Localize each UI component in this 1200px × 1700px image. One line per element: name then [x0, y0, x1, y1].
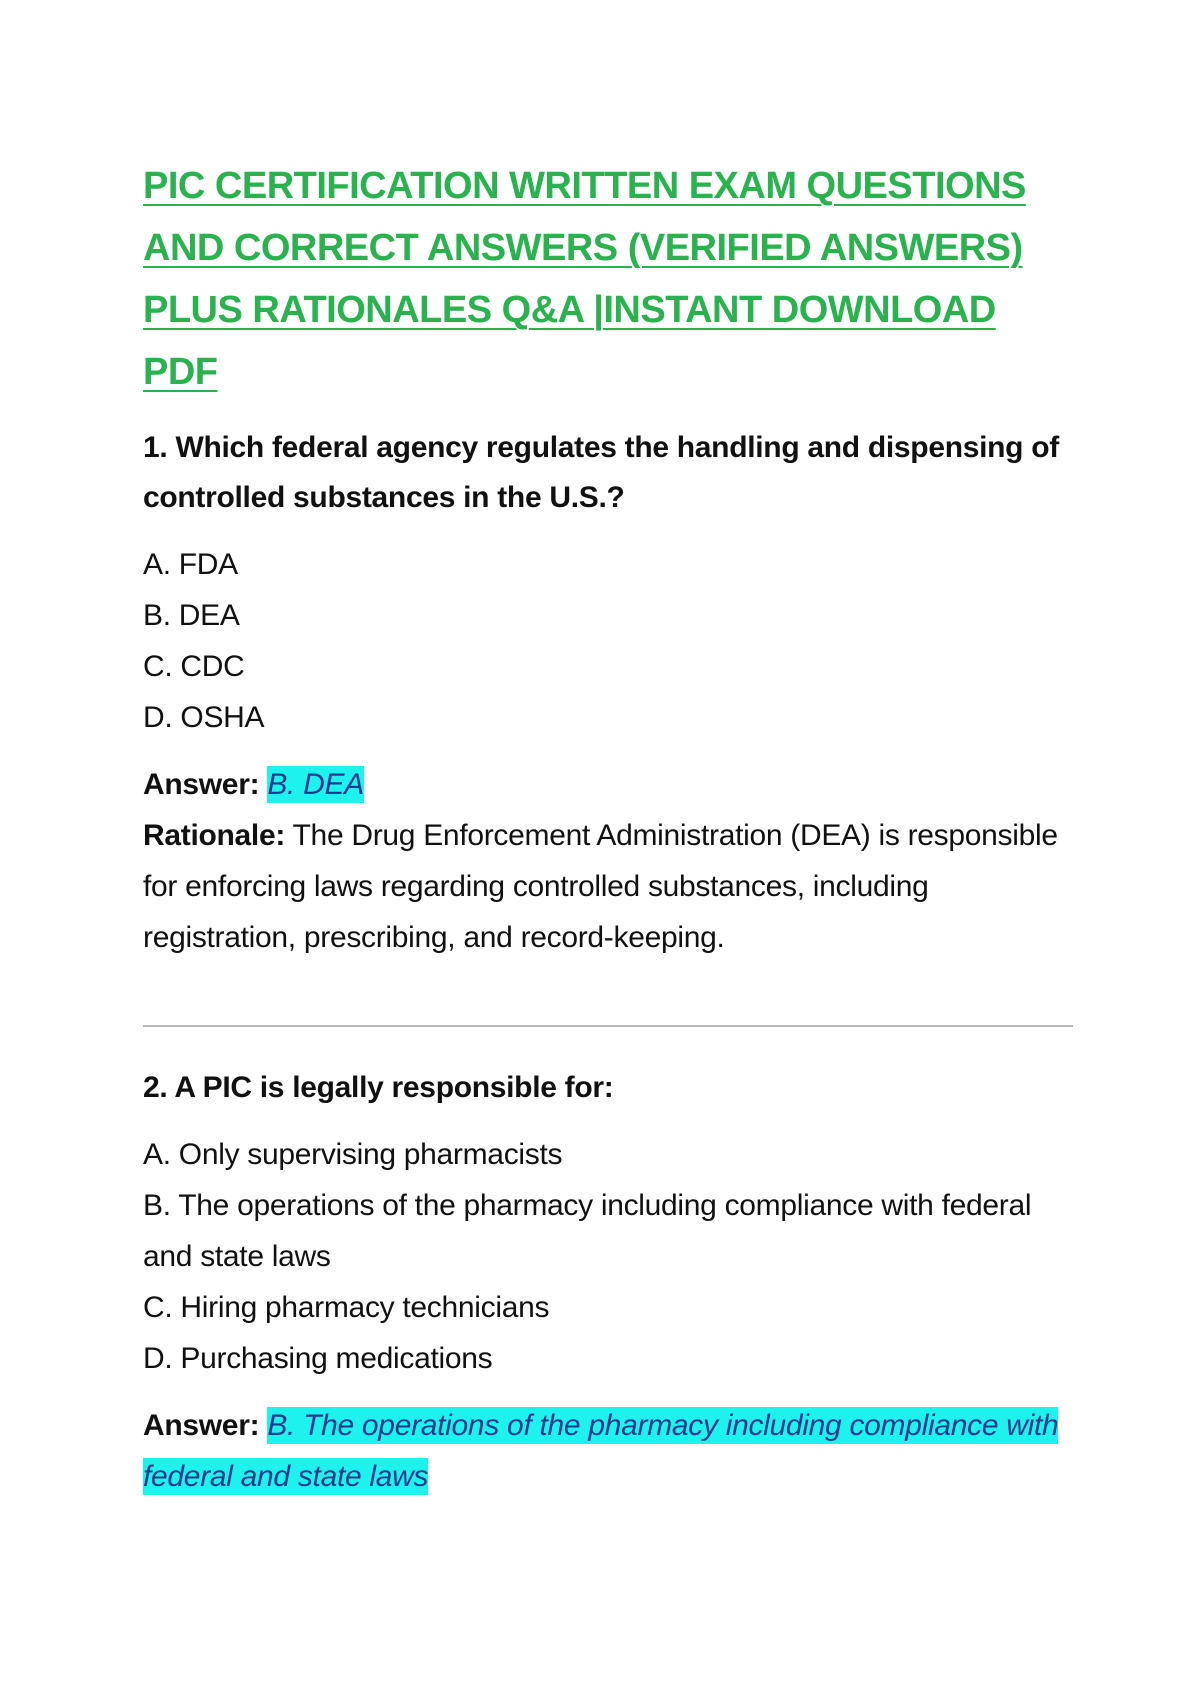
document-page	[143, 155, 1073, 1502]
section-divider	[143, 1025, 1073, 1027]
option-d: D. OSHA	[143, 701, 265, 734]
title-line: PIC CERTIFICATION WRITTEN EXAM QUESTIONS	[143, 165, 1026, 207]
option-a: A. FDA	[143, 548, 238, 581]
question-2-answer	[143, 1400, 1073, 1502]
option-b: B. DEA	[143, 599, 240, 632]
question-1-options	[143, 539, 1073, 743]
answer-label: Answer:	[143, 1409, 260, 1442]
title-line: AND CORRECT ANSWERS (VERIFIED ANSWERS)	[143, 227, 1023, 269]
title-line: PLUS RATIONALES Q&A |INSTANT DOWNLOAD	[143, 289, 996, 331]
question-block-1	[143, 423, 1073, 963]
answer-highlight: B. The operations of the pharmacy including compliance with federal and state laws	[143, 1409, 1059, 1493]
question-2-text: 2. A PIC is legally responsible for:	[143, 1071, 614, 1104]
question-1-text: 1. Which federal agency regulates the handling and dispensing of controlled substances in the U.S.?	[143, 431, 1059, 514]
question-1-answer	[143, 759, 1073, 810]
option-d: D. Purchasing medications	[143, 1342, 493, 1375]
rationale-text: The Drug Enforcement Administration (DEA) is responsible for enforcing laws regarding controlled substances, including registration, prescribing, and record-keeping.	[143, 819, 1058, 954]
question-block-2	[143, 1063, 1073, 1502]
option-b: B. The operations of the pharmacy including compliance with federal and state laws	[143, 1189, 1032, 1273]
answer-highlight: B. DEA	[267, 768, 364, 801]
option-c: C. Hiring pharmacy technicians	[143, 1291, 550, 1324]
option-c: C. CDC	[143, 650, 245, 683]
option-a: A. Only supervising pharmacists	[143, 1138, 563, 1171]
title-line: PDF	[143, 351, 218, 393]
answer-label: Answer:	[143, 768, 260, 801]
document-title	[143, 155, 1073, 403]
question-1-rationale	[143, 810, 1073, 963]
rationale-label: Rationale:	[143, 819, 286, 852]
question-2-options	[143, 1129, 1073, 1384]
